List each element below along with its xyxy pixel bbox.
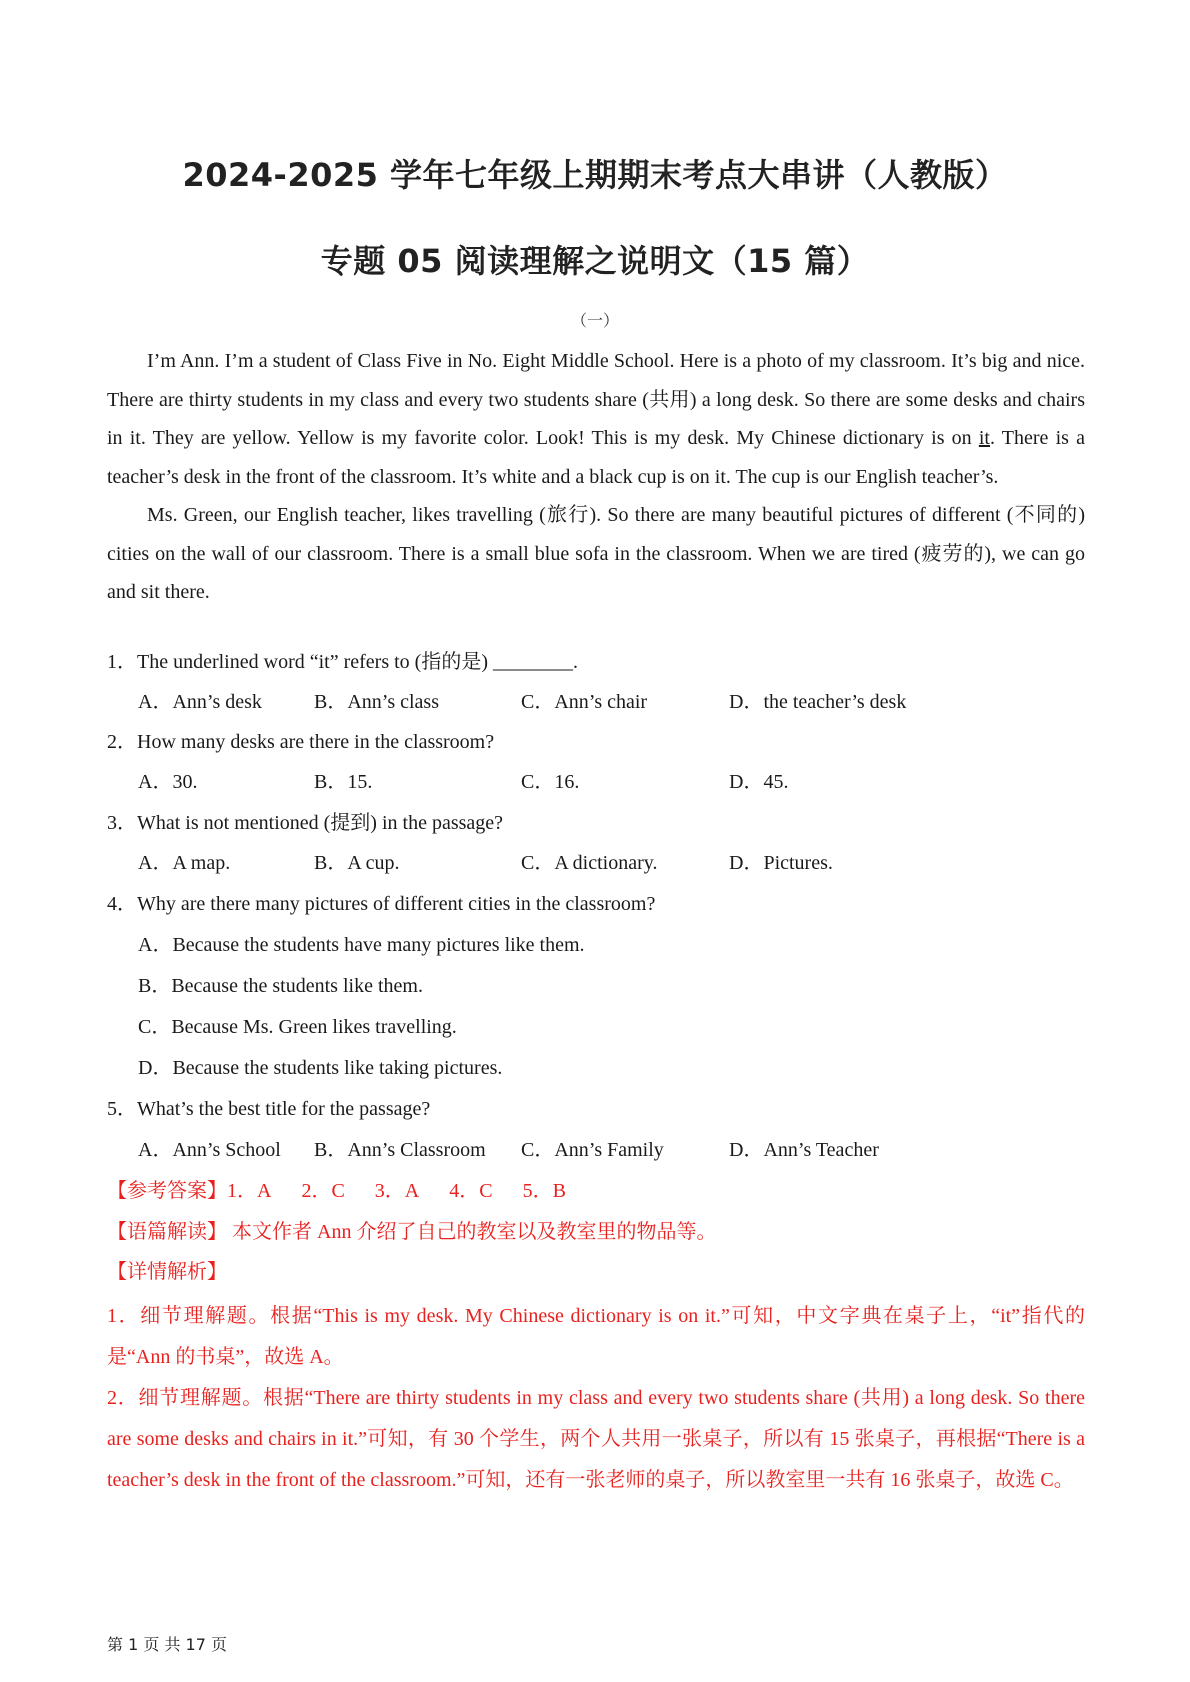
passage-p1-before: I’m Ann. I’m a student of Class Five in No. Eight Middle School. Here is a photo of my classroom. It’s big and nice. There are thirty students in my class and every two students share (共用) a long desk. So there are some desks and chairs in it. They are yellow. Yellow is my favorite color. Look! This is my desk. My Chinese dictionary is on <box>107 350 1085 449</box>
question-5-option-b: B．Ann’s Classroom <box>314 1139 486 1161</box>
question-4-stem: 4．Why are there many pictures of different cities in the classroom? <box>107 893 656 915</box>
question-4-option-d: D．Because the students like taking pictures. <box>138 1057 503 1079</box>
question-4-option-a: A．Because the students have many pictures like them. <box>138 934 585 956</box>
passage-paragraph-2: Ms. Green, our English teacher, likes travelling (旅行). So there are many beautiful pictures of different (不同的) cities on the wall of our classroom. There is a small blue sofa in the classroom. When we are tired (疲劳的), we can go and sit there. <box>107 504 1085 603</box>
question-1-option-c: C．Ann’s chair <box>521 691 648 713</box>
answer-1: 1．A <box>227 1180 272 1202</box>
underlined-word: it <box>978 427 990 449</box>
question-5-option-c: C．Ann’s Family <box>521 1139 664 1161</box>
answer-key-label: 【参考答案】 <box>107 1180 227 1202</box>
answer-2: 2．C <box>301 1180 345 1202</box>
question-3-stem: 3．What is not mentioned (提到) in the passage? <box>107 812 504 834</box>
question-1-option-a: A．Ann’s desk <box>138 691 262 713</box>
document-title: 2024-2025 学年七年级上期期末考点大串讲（人教版） <box>182 156 1008 194</box>
question-2-stem: 2．How many desks are there in the classroom? <box>107 731 495 753</box>
question-5-option-a: A．Ann’s School <box>138 1139 281 1161</box>
question-5-option-d: D．Ann’s Teacher <box>729 1139 879 1161</box>
question-1-option-b: B．Ann’s class <box>314 691 439 713</box>
answer-5: 5．B <box>522 1180 566 1202</box>
question-4-option-c: C．Because Ms. Green likes travelling. <box>138 1016 457 1038</box>
question-3-option-c: C．A dictionary. <box>521 852 658 874</box>
question-2-option-c: C．16. <box>521 771 580 793</box>
document-subtitle: 专题 05 阅读理解之说明文（15 篇） <box>320 242 870 280</box>
question-1-option-d: D．the teacher’s desk <box>729 691 907 713</box>
detail-label: 【详情解析】 <box>107 1261 227 1283</box>
passage-p1-after: . There is a teacher’s desk in the front of the classroom. It’s white and a black cup is on it. The cup is our English teacher’s. <box>107 427 1085 488</box>
answer-key <box>107 1177 566 1205</box>
summary-label: 【语篇解读】 <box>107 1221 227 1243</box>
question-1-stem: 1．The underlined word “it” refers to (指的是) ________. <box>107 651 578 673</box>
question-5-stem: 5．What’s the best title for the passage? <box>107 1098 431 1120</box>
question-2-option-a: A．30. <box>138 771 198 793</box>
passage-summary <box>107 1218 716 1246</box>
answer-4: 4．C <box>449 1180 493 1202</box>
passage-paragraph-1 <box>107 342 1085 496</box>
detail-explanation-1: 1．细节理解题。根据“This is my desk. My Chinese dictionary is on it.”可知，中文字典在桌子上，“it”指代的是“Ann 的书桌”，故选 A。 <box>107 1305 1085 1368</box>
summary-text: 本文作者 Ann 介绍了自己的教室以及教室里的物品等。 <box>227 1221 717 1243</box>
question-3-option-a: A．A map. <box>138 852 231 874</box>
page-number: 第 1 页 共 17 页 <box>107 1635 227 1654</box>
question-3-option-d: D．Pictures. <box>729 852 833 874</box>
answer-3: 3．A <box>374 1180 420 1202</box>
section-number: （一） <box>570 313 619 330</box>
question-2-option-b: B．15. <box>314 771 373 793</box>
question-2-option-d: D．45. <box>729 771 789 793</box>
question-3-option-b: B．A cup. <box>314 852 400 874</box>
question-4-option-b: B．Because the students like them. <box>138 975 423 997</box>
detail-explanation-2: 2．细节理解题。根据“There are thirty students in my class and every two students share (共用) a long desk. So there are some desks and chairs in it.”可知，有 30 个学生，两个人共用一张桌子，所以有 15 张桌子，再根据“There is a teacher’s desk in the front of the classroom.”可知，还有一张老师的桌子，所以教室里一共有 16 张桌子，故选 C。 <box>107 1387 1085 1491</box>
reading-passage <box>107 342 1085 612</box>
